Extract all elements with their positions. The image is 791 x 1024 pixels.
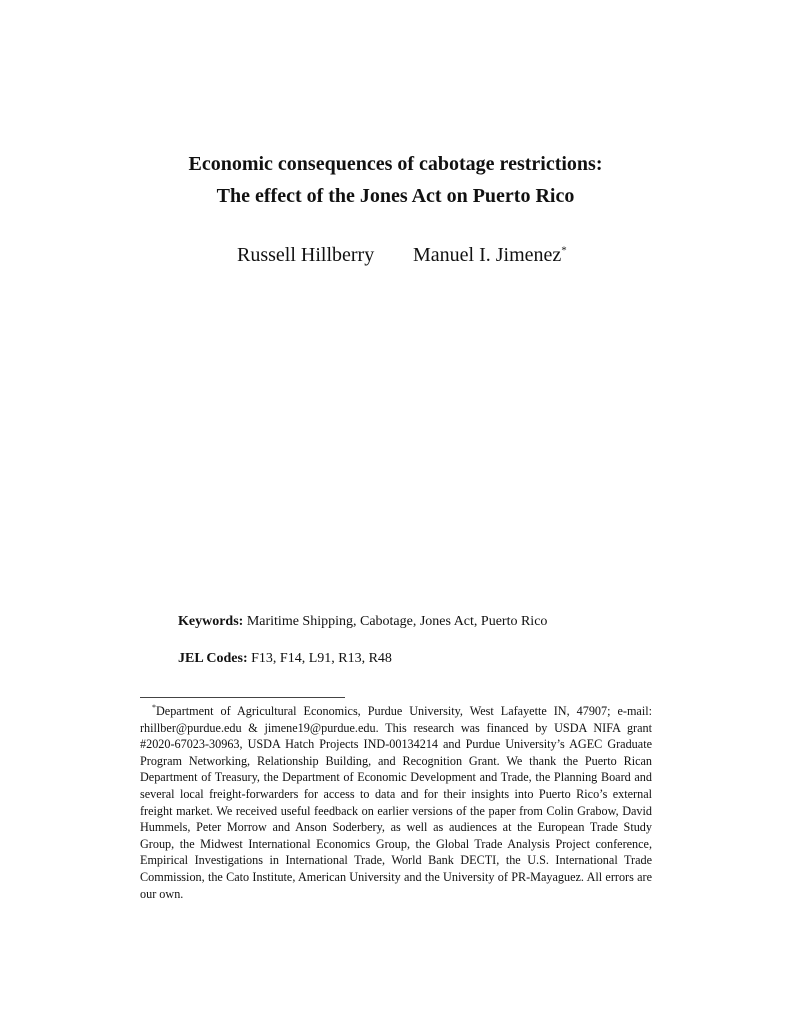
keywords-value: Maritime Shipping, Cabotage, Jones Act, Puerto Rico (246, 614, 548, 629)
author-1-name: Russell Hillberry (237, 244, 375, 266)
jel-codes-line (178, 650, 392, 668)
footnote-rule (140, 697, 345, 698)
author-2-footnote-mark: * (561, 244, 567, 257)
keywords-line (178, 613, 547, 631)
jel-codes-label: JEL Codes: (178, 651, 248, 666)
footnote-mark: * (152, 702, 156, 712)
footnote-text: Department of Agricultural Economics, Purdue University, West Lafayette IN, 47907; e-mail: rhillber@purdue.edu & jimene19@purdue.edu. This research was financed by USDA NIFA grant #2020-67023-30963, USDA Hatch Projects IND-00134214 and Purdue University’s AGEC Graduate Program Networking, Relationship Building, and Recognition Grant. We thank the Puerto Rican Department of Treasury, the Department of Economic Development and Trade, the Planning Board and several local freight-forwarders for access to data and for their insights into Puerto Rico’s external freight market. We received useful feedback on earlier versions of the paper from Colin Grabow, David Hummels, Peter Morrow and Anson Soderbery, as well as audiences at the European Trade Study Group, the Midwest International Economics Group, the Global Trade Analysis Project conference, Empirical Investigations in International Trade, World Bank DECTI, the U.S. International Trade Commission, the Cato Institute, American University and the University of PR-Mayaguez. All errors are our own. (140, 704, 652, 901)
author-2-name: Manuel I. Jimenez (413, 244, 562, 266)
paper-title-line-1: Economic consequences of cabotage restrictions: (188, 153, 603, 175)
author-footnote (140, 703, 652, 902)
author-2 (413, 243, 567, 267)
paper-title-line-2: The effect of the Jones Act on Puerto Rico (216, 185, 575, 207)
keywords-label: Keywords: (178, 614, 244, 629)
jel-codes-value: F13, F14, L91, R13, R48 (251, 651, 392, 666)
author-1 (237, 243, 374, 267)
